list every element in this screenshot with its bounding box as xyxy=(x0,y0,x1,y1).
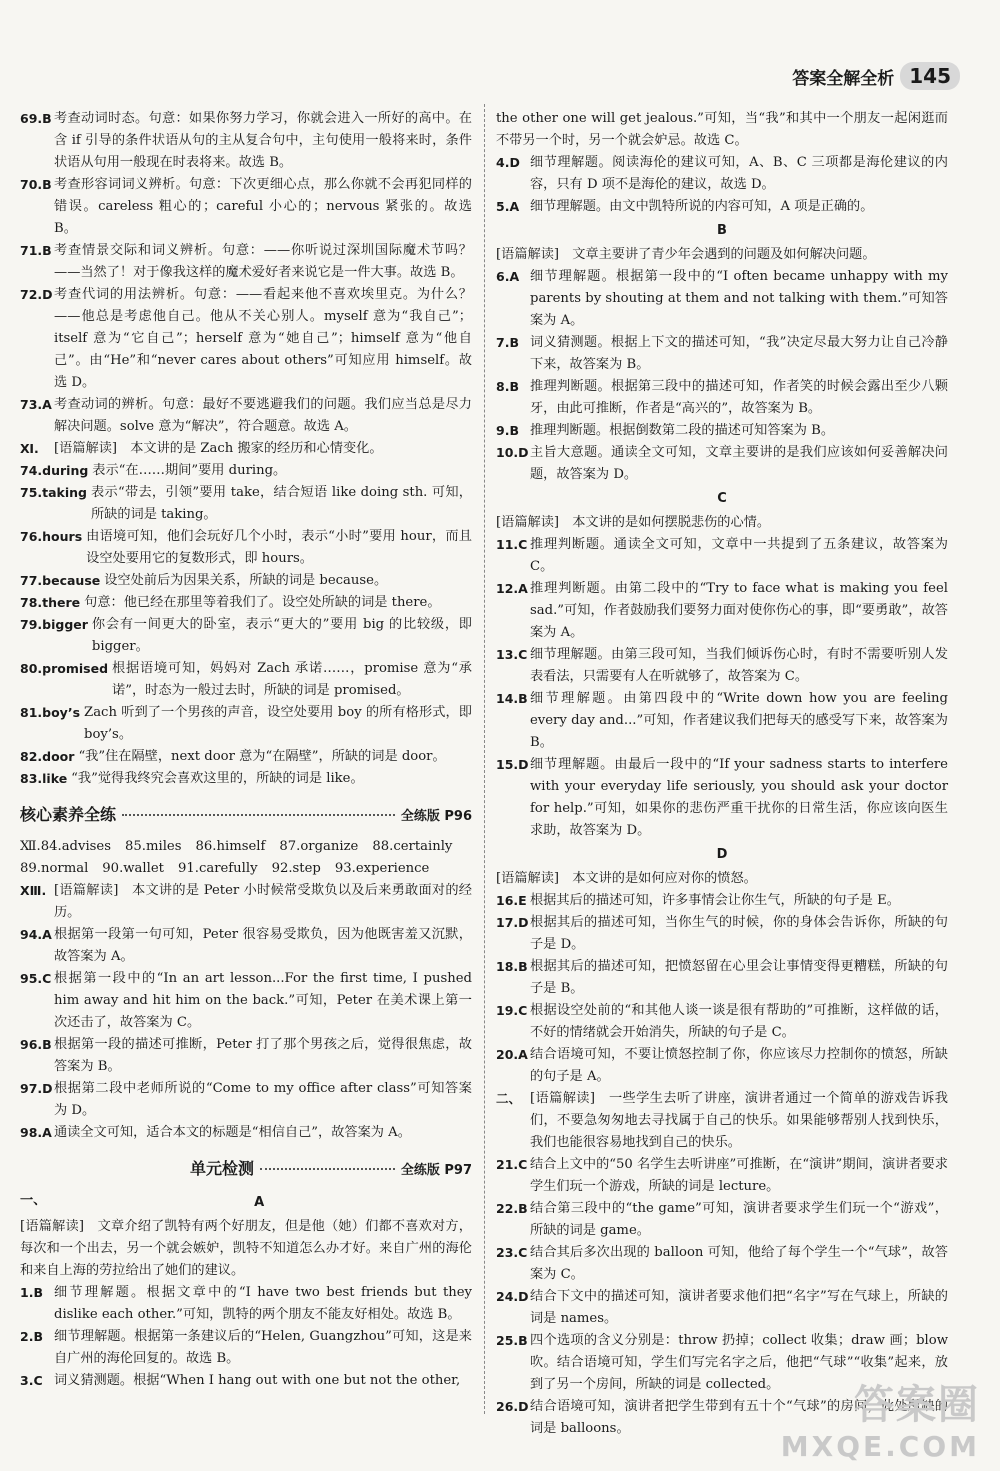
answer-number: 75.taking xyxy=(20,485,87,500)
answers-block-16-26 xyxy=(496,868,948,1440)
answer-text: 推理判断题。根据倒数第二段的描述可知答案为 B。 xyxy=(530,423,835,438)
passage-label-a: A xyxy=(254,1195,265,1210)
answer-text: 细节理解题。由文中凯特所说的内容可知，A 项是正确的。 xyxy=(530,199,874,214)
answer-number: 12.A xyxy=(496,581,528,596)
answer-item xyxy=(496,644,948,688)
answer-item xyxy=(496,266,948,332)
answer-text: [语篇解读] 文章介绍了凯特有两个好朋友，但是他（她）们都不喜欢对方，每次和一个出去，另一个就会嫉妒，凯特不知道怎么办才好。来自广州的海伦和来自上海的劳拉给出了她们的建议。 xyxy=(20,1219,472,1278)
answer-number: 8.B xyxy=(496,379,519,394)
answer-text: 根据其后的描述可知，当你生气的时候，你的身体会告诉你，所缺的句子是 D。 xyxy=(530,915,948,952)
answer-item xyxy=(496,754,948,842)
answer-item xyxy=(20,174,472,240)
section-unit-title: 单元检测 xyxy=(190,1159,255,1178)
answer-item xyxy=(20,592,472,614)
answers-block-11-15 xyxy=(496,512,948,842)
answer-item xyxy=(20,1370,472,1392)
answer-item xyxy=(496,578,948,644)
left-column xyxy=(20,108,472,1392)
answer-number: 6.A xyxy=(496,269,520,284)
answers-block-94-98 xyxy=(20,880,472,1144)
answer-item xyxy=(496,1286,948,1330)
answer-number: 19.C xyxy=(496,1003,528,1018)
answer-text: 句意：他已经在那里等着我们了。设空处所缺的词是 there。 xyxy=(84,595,441,610)
leader-dots xyxy=(122,814,395,816)
answer-text: 细节理解题。由第四段中的“Write down how you are feeling every day and...”可知，作者建议我们把每天的感受写下来，故答案为 B。 xyxy=(530,691,948,750)
core-word: 86.himself xyxy=(195,839,266,854)
answer-item xyxy=(496,1198,948,1242)
answer-text: “我”住在隔壁，next door 意为“在隔壁”，所缺的词是 door。 xyxy=(78,749,446,764)
answer-item xyxy=(20,394,472,438)
answer-text: 主旨大意题。通读全文可知，文章主要讲的是我们应该如何妥善解决问题，故答案为 D。 xyxy=(530,445,948,482)
answer-number: 79.bigger xyxy=(20,617,88,632)
answer-number: 3.C xyxy=(20,1373,43,1388)
answer-number: 95.C xyxy=(20,971,52,986)
answers-block-3-5 xyxy=(496,108,948,218)
answer-number: 11.C xyxy=(496,537,528,552)
answer-item xyxy=(496,108,948,152)
core-words-row-2 xyxy=(20,858,472,880)
core-word: 91.carefully xyxy=(177,861,258,876)
section-core-header xyxy=(20,804,472,828)
answer-number: 82.door xyxy=(20,749,75,764)
answer-text: Zach 听到了一个男孩的声音，设空处要用 boy 的所有格形式，即 boy’s。 xyxy=(84,705,472,742)
answer-text: [语篇解读] 本文讲的是 Peter 小时候常受欺负以及后来勇敢面对的经历。 xyxy=(54,883,472,920)
right-column xyxy=(496,108,948,1440)
section-unit-header xyxy=(20,1158,472,1182)
answer-text: 结合语境可知，不要让愤怒控制了你，你应该尽力控制你的愤怒，所缺的句子是 A。 xyxy=(530,1047,948,1084)
answer-item xyxy=(496,420,948,442)
answer-number: 10.D xyxy=(496,445,529,460)
core-word: 92.step xyxy=(271,861,321,876)
answer-item xyxy=(20,614,472,658)
answer-item xyxy=(20,108,472,174)
core-word: 87.organize xyxy=(279,839,359,854)
answer-number: 18.B xyxy=(496,959,528,974)
answer-item xyxy=(496,1242,948,1286)
answers-block-69-83 xyxy=(20,108,472,790)
answer-item xyxy=(20,526,472,570)
section-core-ref: 全练版 P96 xyxy=(400,809,472,824)
answer-item xyxy=(20,924,472,968)
answer-item xyxy=(496,868,948,890)
answer-text: 结合第三段中的“the game”可知，演讲者要求学生们玩一个“游戏”，所缺的词是 game。 xyxy=(530,1201,948,1238)
section-unit-ref: 全练版 P97 xyxy=(400,1163,472,1178)
answer-number: 23.C xyxy=(496,1245,528,1260)
answer-number: 14.B xyxy=(496,691,528,706)
column-divider xyxy=(484,104,485,1414)
answer-number: 1.B xyxy=(20,1285,43,1300)
answer-text: [语篇解读] 本文讲的是如何应对你的愤怒。 xyxy=(496,871,757,886)
core-word: Ⅻ.84.advises xyxy=(20,839,112,854)
answer-number: Ⅺ. xyxy=(20,441,39,456)
answer-item xyxy=(20,460,472,482)
answer-number: 26.D xyxy=(496,1399,529,1414)
answer-text: [语篇解读] 本文讲的是如何摆脱悲伤的心情。 xyxy=(496,515,771,530)
answer-text: the other one will get jealous.”可知，当“我”和其中一个朋友一起闲逛而不带另一个时，另一个就会妒忌。故选 C。 xyxy=(496,111,948,148)
answer-text: 通读全文可知，适合本文的标题是“相信自己”，故答案为 A。 xyxy=(54,1125,411,1140)
answer-number: 80.promised xyxy=(20,661,109,676)
answer-number: ⅩⅢ. xyxy=(20,883,47,898)
answer-item xyxy=(496,1044,948,1088)
answer-item xyxy=(20,1282,472,1326)
answer-item xyxy=(20,746,472,768)
watermark-line-2: MXQE.COM xyxy=(780,1430,980,1463)
answer-text: 考查形容词词义辨析。句意：下次更细心点，那么你就不会再犯同样的错误。careless 粗心的；careful 小心的；nervous 紧张的。故选 B。 xyxy=(54,177,472,236)
answer-text: 细节理解题。根据第一条建议后的“Helen, Guangzhou”可知，这是来自广州的海伦回复的。故选 B。 xyxy=(54,1329,472,1366)
answer-number: 17.D xyxy=(496,915,529,930)
answer-number: 98.A xyxy=(20,1125,52,1140)
answer-number: 77.because xyxy=(20,573,101,588)
answer-number: 96.B xyxy=(20,1037,52,1052)
answer-text: 结合语境可知，演讲者把学生带到有五十个“气球”的房间，此处所缺的词是 balloons。 xyxy=(530,1399,948,1436)
answer-text: 细节理解题。由第三段可知，当我们倾诉伤心时，有时不需要听别人发表看法，只需要有人在听就够了，故答案为 C。 xyxy=(530,647,948,684)
core-words-row-1 xyxy=(20,836,472,858)
answer-item xyxy=(20,438,472,460)
answer-item xyxy=(496,688,948,754)
answer-number: 94.A xyxy=(20,927,52,942)
answer-number: 13.C xyxy=(496,647,528,662)
answer-number: 76.hours xyxy=(20,529,83,544)
answer-text: 细节理解题。根据文章中的“I have two best friends but they dislike each other.”可知，凯特的两个朋友不能友好相处。故选 B。 xyxy=(54,1285,472,1322)
answer-text: 推理判断题。由第二段中的“Try to face what is making you feel sad.”可知，作者鼓励我们要努力面对使你伤心的事，即“要勇敢”，故答案为 A。 xyxy=(530,581,948,640)
answer-text: 表示“在……期间”要用 during。 xyxy=(92,463,287,478)
answer-item xyxy=(496,332,948,376)
passage-label-d: D xyxy=(716,847,728,862)
section-core-title: 核心素养全练 xyxy=(20,805,117,824)
core-word: 90.wallet xyxy=(102,861,164,876)
answer-item xyxy=(20,240,472,284)
answer-text: 由语境可知，他们会玩好几个小时，表示“小时”要用 hour，而且设空处要用它的复数形式，即 hours。 xyxy=(86,529,472,566)
answer-text: 根据其后的描述可知，把愤怒留在心里会让事情变得更糟糕，所缺的句子是 B。 xyxy=(530,959,948,996)
answer-text: 根据语境可知，妈妈对 Zach 承诺……，promise 意为“承诺”，时态为一般过去时，所缺的词是 promised。 xyxy=(112,661,472,698)
answer-number: 74.during xyxy=(20,463,89,478)
answer-number: 70.B xyxy=(20,177,52,192)
answer-text: 词义猜测题。根据“When I hang out with one but not the other, xyxy=(54,1373,461,1388)
answer-number: 22.B xyxy=(496,1201,528,1216)
answer-item xyxy=(20,1326,472,1370)
answer-text: 细节理解题。根据第一段中的“I often became unhappy with my parents by shouting at them and not talking with them.”可知答案为 A。 xyxy=(530,269,948,328)
answer-text: 考查动词时态。句意：如果你努力学习，你就会进入一所好的高中。在含 if 引导的条件状语从句的主从复合句中，主句使用一般将来时，条件状语从句用一般现在时表将来。故选 B。 xyxy=(54,111,472,170)
answer-text: 词义猜测题。根据上下文的描述可知，“我”决定尽最大努力让自己冷静下来，故答案为 B。 xyxy=(530,335,948,372)
answer-item xyxy=(20,1034,472,1078)
watermark-line-1: 答案圈 xyxy=(854,1382,980,1428)
answer-item xyxy=(20,1122,472,1144)
answer-number: 25.B xyxy=(496,1333,528,1348)
answer-item xyxy=(496,442,948,486)
answer-number: 69.B xyxy=(20,111,52,126)
answer-item xyxy=(496,152,948,196)
answer-item xyxy=(20,768,472,790)
answer-item xyxy=(496,196,948,218)
answer-item xyxy=(20,284,472,394)
answer-text: 结合其后多次出现的 balloon 可知，他给了每个学生一个“气球”，故答案为 C。 xyxy=(530,1245,948,1282)
answer-number: 二、 xyxy=(496,1091,522,1106)
answer-item xyxy=(496,1154,948,1198)
answer-number: 5.A xyxy=(496,199,520,214)
core-word: 88.certainly xyxy=(372,839,453,854)
answer-text: 考查情景交际和词义辨析。句意：——你听说过深圳国际魔术节吗？——当然了！对于像我这样的魔术爱好者来说它是一件大事。故选 B。 xyxy=(54,243,472,280)
passage-label-b: B xyxy=(717,223,727,238)
answer-number: 71.B xyxy=(20,243,52,258)
answer-number: 4.D xyxy=(496,155,520,170)
answer-text: 根据第一段的描述可推断，Peter 打了那个男孩之后，觉得很焦虑，故答案为 B。 xyxy=(54,1037,472,1074)
answers-block-6-10 xyxy=(496,244,948,486)
answer-number: 9.B xyxy=(496,423,519,438)
answer-text: 你会有一间更大的卧室，表示“更大的”要用 big 的比较级，即 bigger。 xyxy=(91,617,472,654)
answer-item xyxy=(20,702,472,746)
unit-part-label: 一、 xyxy=(20,1193,47,1208)
answer-item xyxy=(496,376,948,420)
answer-item xyxy=(496,534,948,578)
answer-text: 根据第一段第一句可知，Peter 很容易受欺负，因为他既害羞又沉默，故答案为 A。 xyxy=(54,927,472,964)
answer-text: 根据第一段中的“In an art lesson...For the first time, I pushed him away and hit him on the back.”可知，Peter 在美术课上第一次还击了，故答案为 C。 xyxy=(54,971,472,1030)
answer-text: [语篇解读] 本文讲的是 Zach 搬家的经历和心情变化。 xyxy=(54,441,383,456)
answer-item xyxy=(20,482,472,526)
answer-number: 2.B xyxy=(20,1329,43,1344)
answer-text: 表示“带去，引领”要用 take，结合短语 like doing sth. 可知，所缺的词是 taking。 xyxy=(91,485,472,522)
answer-text: 根据其后的描述可知，许多事情会让你生气，所缺的句子是 E。 xyxy=(530,893,900,908)
answer-text: 考查动词的辨析。句意：最好不要逃避我们的问题。我们应当总是尽力解决问题。solve 意为“解决”，符合题意。故选 A。 xyxy=(54,397,472,434)
answer-number: 21.C xyxy=(496,1157,528,1172)
answer-item xyxy=(20,658,472,702)
answer-text: [语篇解读] 文章主要讲了青少年会遇到的问题及如何解决问题。 xyxy=(496,247,876,262)
page-number: 145 xyxy=(900,62,960,90)
answer-number: 73.A xyxy=(20,397,52,412)
core-word: 85.miles xyxy=(125,839,182,854)
answer-text: 考查代词的用法辨析。句意：——看起来他不喜欢埃里克。为什么？——他总是考虑他自己。他从不关心别人。myself 意为“我自己”；itself 意为“它自己”；herself 意为“她自己”；himself 意为“他自己”。由“He”和“never cares about others”可知应用 himself。故选 D。 xyxy=(54,287,472,390)
answer-text: 推理判断题。通读全文可知，文章中一共提到了五条建议，故答案为 C。 xyxy=(530,537,948,574)
answer-item xyxy=(496,244,948,266)
answer-text: 设空处前后为因果关系，所缺的词是 because。 xyxy=(104,573,388,588)
header-title: 答案全解全析 xyxy=(792,68,895,89)
core-word: 89.normal xyxy=(20,861,89,876)
answer-number: 7.B xyxy=(496,335,519,350)
answer-text: 细节理解题。由最后一段中的“If your sadness starts to interfere with your everyday life seriously, you should ask your doctor for help.”可知，如果你的悲伤严重干扰你的日常生活，你应该向医生求助，故答案为 D。 xyxy=(530,757,948,838)
answer-item xyxy=(496,512,948,534)
answer-text: 结合下文中的描述可知，演讲者要求他们把“名字”写在气球上，所缺的词是 names。 xyxy=(530,1289,948,1326)
answer-item xyxy=(496,1088,948,1154)
answer-text: 细节理解题。阅读海伦的建议可知，A、B、C 三项都是海伦建议的内容，只有 D 项不是海伦的建议，故选 D。 xyxy=(530,155,948,192)
answer-text: [语篇解读] 一些学生去听了讲座，演讲者通过一个简单的游戏告诉我们，不要急匆匆地去寻找属于自己的快乐。如果能够帮别人找到快乐，我们也能很容易地找到自己的快乐。 xyxy=(530,1091,948,1150)
leader-dots xyxy=(260,1168,395,1170)
page-header xyxy=(792,62,960,90)
core-word: 93.experience xyxy=(334,861,430,876)
answer-item xyxy=(496,890,948,912)
answer-item xyxy=(496,1000,948,1044)
answer-number: 83.like xyxy=(20,771,68,786)
answer-number: 20.A xyxy=(496,1047,528,1062)
answer-number: 24.D xyxy=(496,1289,529,1304)
answer-number: 97.D xyxy=(20,1081,53,1096)
answer-text: 根据设空处前的“和其他人谈一谈是很有帮助的”可推断，这样做的话，不好的情绪就会开始消失，所缺的句子是 C。 xyxy=(530,1003,948,1040)
answer-item xyxy=(20,968,472,1034)
answer-text: 四个选项的含义分别是：throw 扔掉；collect 收集；draw 画；blow 吹。结合语境可知，学生们写完名字之后，他把“气球”“收集”起来，放到了另一个房间，所缺的词是 collected。 xyxy=(530,1333,948,1392)
answer-item xyxy=(20,880,472,924)
answer-number: 15.D xyxy=(496,757,529,772)
answer-item xyxy=(20,1078,472,1122)
answer-text: 根据第二段中老师所说的“Come to my office after class”可知答案为 D。 xyxy=(54,1081,472,1118)
answer-text: “我”觉得我终究会喜欢这里的，所缺的词是 like。 xyxy=(71,771,364,786)
answer-number: 81.boy’s xyxy=(20,705,81,720)
answer-number: 72.D xyxy=(20,287,53,302)
passage-label-c: C xyxy=(717,491,727,506)
answer-number: 78.there xyxy=(20,595,81,610)
answer-item xyxy=(20,570,472,592)
watermark xyxy=(781,1373,980,1463)
answer-text: 结合上文中的“50 名学生去听讲座”可推断，在“演讲”期间，演讲者要求学生们玩一个游戏，所缺的词是 lecture。 xyxy=(530,1157,948,1194)
answer-text: 推理判断题。根据第三段中的描述可知，作者笑的时候会露出至少八颗牙，由此可推断，作者是“高兴的”，故答案为 B。 xyxy=(530,379,948,416)
answer-item xyxy=(496,912,948,956)
answers-block-unit-a xyxy=(20,1216,472,1392)
answer-item xyxy=(496,956,948,1000)
answer-item xyxy=(20,1216,472,1282)
answer-number: 16.E xyxy=(496,893,527,908)
